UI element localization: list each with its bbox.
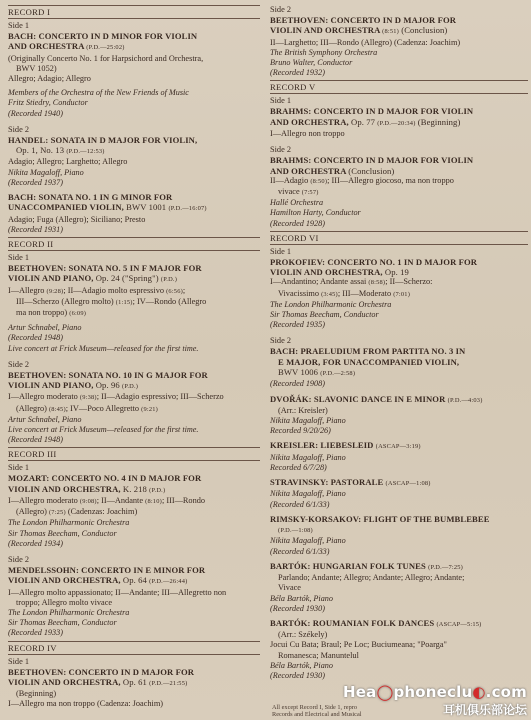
work-note: BWV 1052): [16, 63, 57, 73]
work-title: BARTÓK: HUNGARIAN FOLK TUNES (P.D.—7:25): [270, 560, 463, 571]
performer: Sir Thomas Beecham, Conductor: [270, 310, 379, 320]
side-label: Side 1: [8, 21, 29, 30]
work-title: BACH: PRAELUDIUM FROM PARTITA NO. 3 IN E MAJOR, FOR UNACCOMPANIED VIOLIN, BWV 1006 (P.D.—2:58): [270, 346, 466, 378]
work-title: BEETHOVEN: CONCERTO IN D MAJOR FOR VIOLIN AND ORCHESTRA (8:51) (Conclusion): [270, 15, 457, 36]
performer: The London Philharmonic Orchestra: [270, 299, 392, 309]
movements: I—Allegro moderato (9:08); II—Andante (8:10); III—Rondo: [8, 496, 206, 506]
work-note: (Beginning): [16, 689, 57, 699]
work-title: DVOŘÁK: SLAVONIC DANCE IN E MINOR (P.D.—4:03): [270, 393, 483, 404]
record-heading: RECORD I: [8, 5, 260, 19]
side-label: Side 1: [270, 96, 291, 106]
side-label: Side 1: [8, 463, 29, 473]
work-title: HANDEL: SONATA IN D MAJOR FOR VIOLIN, Op. 1, No. 13 (P.D.—12:53): [8, 134, 198, 156]
headphone-logo-icon: ◯: [376, 683, 394, 701]
movements: ma non troppo) (6:09): [16, 308, 87, 318]
recording-date: (Recorded 1934): [8, 538, 63, 548]
performer: Artur Schnabel, Piano: [8, 323, 82, 333]
performer: Nikita Magaloff, Piano: [270, 536, 346, 546]
side-label: Side 2: [270, 5, 291, 14]
performer: Nikita Magaloff, Piano: [8, 167, 84, 177]
work-title: MENDELSSOHN: CONCERTO IN E MINOR FOR VIOLIN AND ORCHESTRA, Op. 64 (P.D.—26:44): [8, 565, 206, 586]
recording-date: (Recorded 1940): [8, 108, 63, 118]
movements: Romanesca; Manuntelul: [278, 650, 359, 660]
work-title: BRAHMS: CONCERTO IN D MAJOR FOR VIOLIN AND ORCHESTRA, Op. 77 (P.D.—20:34) (Beginning): [270, 106, 474, 127]
performer: Sir Thomas Beecham, Conductor: [8, 618, 117, 628]
performer: Artur Schnabel, Piano: [8, 414, 82, 424]
movements: (Allegro) (8:45); IV—Poco Allegretto (9:21): [16, 403, 158, 413]
performer: Bruno Walter, Conductor: [270, 58, 353, 67]
work-title: PROKOFIEV: CONCERTO NO. 1 IN D MAJOR FOR VIOLIN AND ORCHESTRA, Op. 19: [270, 256, 478, 278]
performer: Hallé Orchestra: [270, 198, 324, 208]
left-column: [8, 3, 260, 710]
recording-date: (Recorded 1933): [8, 628, 63, 638]
recording-date: (Recorded 1935): [270, 320, 325, 330]
movements: Vivacissimo (3:45); III—Moderato (7:01): [278, 288, 411, 298]
side-label: Side 1: [8, 253, 29, 263]
movements: I—Allegro molto appassionato; II—Andante; III—Allegretto non: [8, 587, 227, 597]
performer: Nikita Magaloff, Piano: [270, 416, 346, 426]
movements: troppo; Allegro molto vivace: [16, 597, 113, 607]
movements: (Allegro) (7:25) (Cadenzas: Joachim): [16, 507, 138, 517]
movements: vivace (7:57): [278, 187, 319, 196]
work-title: KREISLER: LIEBESLEID (ASCAP—3:19): [270, 440, 421, 451]
recording-date: (Recorded 1930): [270, 603, 325, 613]
recording-date: (Recorded 1948): [8, 333, 63, 343]
recording-date: (Recorded 1931): [8, 224, 63, 234]
record-heading: RECORD VI: [270, 231, 528, 245]
recording-date: (Recorded 1928): [270, 218, 325, 228]
work-title: BEETHOVEN: SONATA NO. 5 IN F MAJOR FOR VIOLIN AND PIANO, Op. 24 ("Spring") (P.D.): [8, 263, 202, 284]
recording-date: (Recorded 1932): [270, 68, 325, 78]
performer: Béla Bartók, Piano: [270, 660, 333, 670]
movements: Allegro; Adagio; Allegro: [8, 74, 91, 83]
side-label: Side 2: [270, 145, 291, 155]
work-title: BRAHMS: CONCERTO IN D MAJOR FOR VIOLIN AND ORCHESTRA (Conclusion): [270, 155, 474, 176]
performer: The London Philharmonic Orchestra: [8, 518, 130, 528]
work-note: (Originally Concerto No. 1 for Harpsichord and Orchestra,: [8, 53, 204, 63]
work-title: BACH: SONATA NO. 1 IN G MINOR FOR UNACCOMPANIED VIOLIN, BWV 1001 (P.D.—16:07): [8, 192, 207, 213]
arranger: (Arr.: Székely): [278, 630, 328, 640]
recording-date: (Recorded 6/1/33): [270, 499, 330, 509]
movements: I—Allegro (9:28); II—Adagio molto espressivo (6:56);: [8, 285, 186, 295]
footer-note: All except Record I, Side 1, repro Records and Electrical and Musical: [272, 703, 362, 719]
performer: Members of the Orchestra of the New Friends of Music: [8, 88, 189, 98]
work-title: MOZART: CONCERTO NO. 4 IN D MAJOR FOR VIOLIN AND ORCHESTRA, K. 218 (P.D.): [8, 473, 202, 494]
movements: Parlando; Andante; Allegro; Andante; Allegro; Andante;: [278, 573, 465, 583]
performer: Nikita Magaloff, Piano: [270, 489, 346, 499]
live-note: Live concert at Frick Museum—released for the first time.: [8, 425, 199, 435]
record-heading: RECORD III: [8, 447, 260, 461]
side-label: Side 2: [8, 359, 29, 369]
record-heading: RECORD V: [270, 80, 528, 94]
performer: Nikita Magaloff, Piano: [270, 452, 346, 462]
movements: Vivace: [278, 583, 301, 593]
movements: Jocui Cu Bata; Braul; Pe Loc; Buciumeana; "Poarga": [270, 640, 447, 650]
performer: Sir Thomas Beecham, Conductor: [8, 528, 117, 538]
side-label: Side 1: [270, 246, 291, 256]
recording-date: Recorded 6/7/28): [270, 462, 327, 472]
performer: Béla Bartók, Piano: [270, 593, 333, 603]
work-title: RIMSKY-KORSAKOV: FLIGHT OF THE BUMBLEBEE (P.D.—1:08): [270, 513, 490, 535]
record-heading: RECORD II: [8, 237, 260, 251]
site-watermark: Hea◯phoneclu◐.com 耳机俱乐部论坛: [343, 683, 527, 717]
work-title: STRAVINSKY: PASTORALE (ASCAP—1:08): [270, 477, 431, 488]
record-heading: RECORD IV: [8, 641, 260, 655]
movements: I—Allegro ma non troppo (Cadenza: Joachim): [8, 699, 164, 709]
movements: I—Andantino; Andante assai (8:58); II—Scherzo:: [270, 277, 433, 287]
movements: I—Allegro moderato (9:38); II—Adagio espressivo; III—Scherzo: [8, 392, 224, 402]
performer: The British Symphony Orchestra: [270, 47, 378, 57]
work-title: BEETHOVEN: CONCERTO IN D MAJOR FOR VIOLIN AND ORCHESTRA, Op. 61 (P.D.—21:55): [8, 666, 195, 687]
movements: II—Adagio (8:50); III—Allegro giocoso, ma non troppo: [270, 175, 454, 185]
work-title: BEETHOVEN: SONATA NO. 10 IN G MAJOR FOR VIOLIN AND PIANO, Op. 96 (P.D.): [8, 369, 208, 391]
side-label: Side 2: [8, 555, 29, 565]
movements: Adagio; Fuga (Allegro); Siciliano; Presto: [8, 214, 146, 224]
arranger: (Arr.: Kreisler): [278, 405, 328, 415]
movements: II—Larghetto; III—Rondo (Allegro) (Cadenza: Joachim): [270, 37, 461, 47]
movements: I—Allegro non troppo: [270, 129, 345, 138]
side-label: Side 2: [8, 124, 29, 134]
recording-date: (Recorded 1908): [270, 379, 325, 389]
performer: Hamilton Harty, Conductor: [270, 208, 361, 218]
performer: The London Philharmonic Orchestra: [8, 608, 130, 618]
recording-date: (Recorded 1948): [8, 435, 63, 445]
recording-date: Recorded 9/20/26): [270, 426, 331, 436]
side-label: Side 2: [270, 336, 291, 346]
work-title: BARTÓK: ROUMANIAN FOLK DANCES (ASCAP—5:15): [270, 617, 482, 628]
movements: III—Scherzo (Allegro molto) (1:15); IV—Rondo (Allegro: [16, 296, 207, 306]
recording-date: (Recorded 1930): [270, 671, 325, 681]
work-title: BACH: CONCERTO IN D MINOR FOR VIOLIN AND ORCHESTRA (P.D.—25:02): [8, 31, 198, 52]
performer: Fritz Stiedry, Conductor: [8, 98, 88, 108]
side-label: Side 1: [8, 656, 29, 666]
recording-date: (Recorded 1937): [8, 177, 63, 187]
recording-date: (Recorded 6/1/33): [270, 546, 330, 556]
live-note: Live concert at Frick Museum—released for the first time.: [8, 343, 199, 353]
movements: Adagio; Allegro; Larghetto; Allegro: [8, 157, 128, 167]
right-column: [270, 3, 528, 681]
